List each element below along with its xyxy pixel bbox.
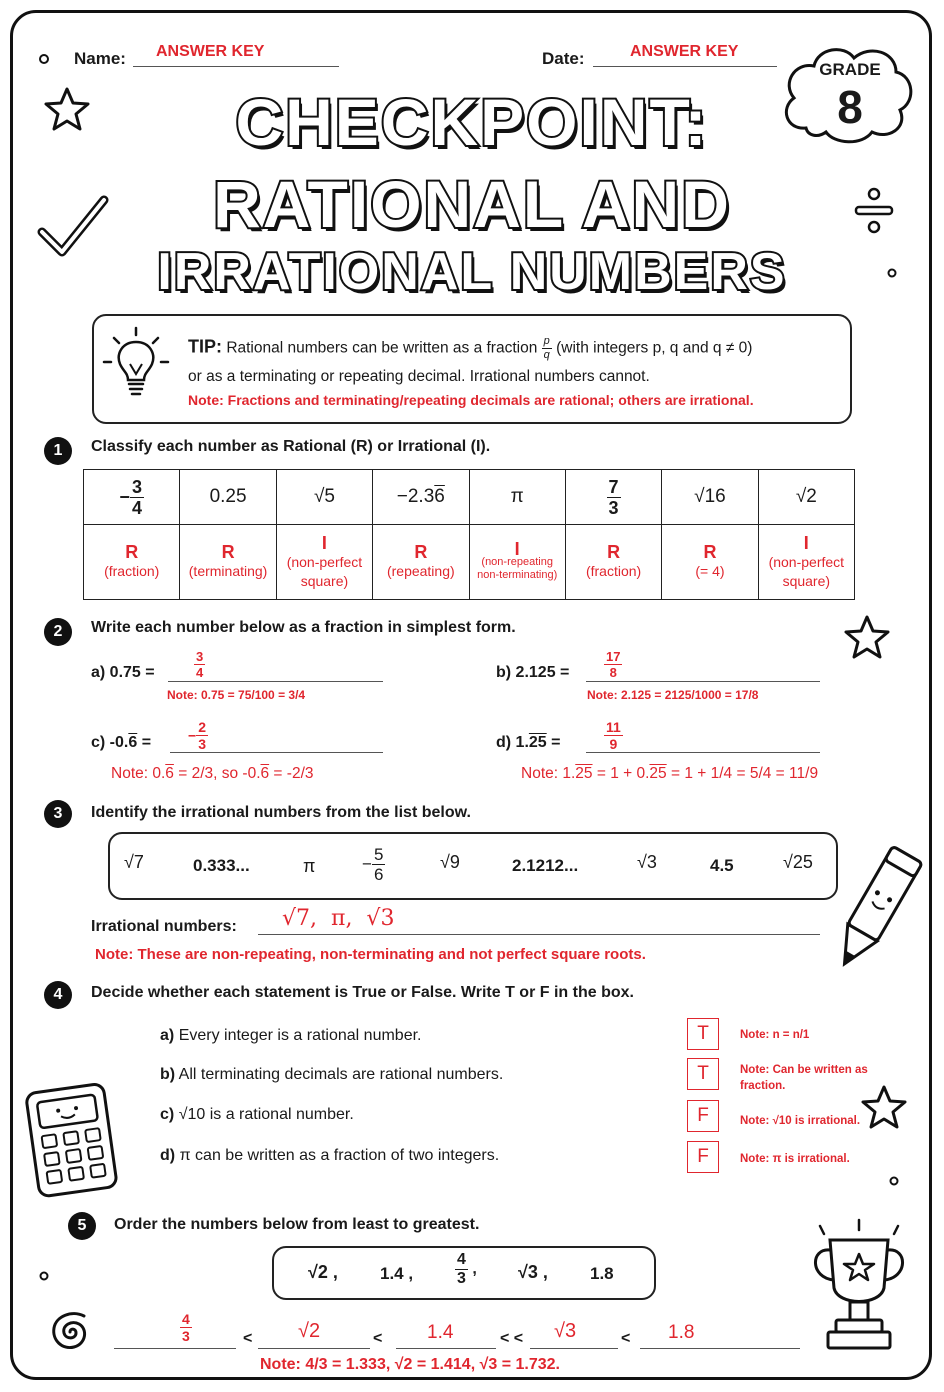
q2a-answer[interactable]: $\frac{3}{4}$ <box>196 649 204 680</box>
q1-cell-6: $\frac{7}{3}$ <box>565 470 661 525</box>
tip-label: TIP: <box>188 336 222 357</box>
q2a-label: a) 0.75 = <box>91 664 155 681</box>
q1-answer-2[interactable]: R (terminating) <box>180 525 276 600</box>
q5-sign-1: < <box>243 1330 253 1347</box>
question-1-prompt: Classify each number as Rational (R) or Irrational (I). <box>91 438 491 455</box>
q3-item-1: √7 <box>124 852 144 872</box>
q1-cell-5: π <box>469 470 565 525</box>
question-4-number: 4 <box>44 981 72 1009</box>
q2d-line <box>586 752 820 753</box>
q1-answer-6[interactable]: R (fraction) <box>565 525 661 600</box>
q3-item-4: − $\frac{5}{6}$ <box>362 845 384 884</box>
grade-value: 8 <box>837 81 863 133</box>
q3-item-8: 4.5 <box>710 856 734 875</box>
q4-statement-d: d) π can be written as a fraction of two integers. <box>160 1147 500 1164</box>
q2d-note: Note: 1.25 = 1 + 0.25 = 1 + 1/4 = 5/4 = 11/9 <box>521 765 819 782</box>
question-2-prompt: Write each number below as a fraction in simplest form. <box>91 619 516 636</box>
q2c-note: Note: 0.6 = 2/3, so -0.6 = -2/3 <box>111 765 314 782</box>
tip-text-1b: (with integers p, q and q ≠ 0) <box>556 339 753 357</box>
q4-note-d: Note: π is irrational. <box>740 1153 850 1165</box>
q2c-line <box>170 752 383 753</box>
classification-table <box>83 469 855 600</box>
q4-note-c: Note: √10 is irrational. <box>740 1115 861 1127</box>
spiral-icon <box>44 1306 96 1358</box>
q1-cell-8: √2 <box>758 470 854 525</box>
q1-cell-2: 0.25 <box>180 470 276 525</box>
q5-order-1[interactable]: $\frac{4}{3}$ <box>182 1311 190 1344</box>
q5-order-5[interactable]: 1.8 <box>668 1322 695 1343</box>
trophy-icon <box>800 1218 918 1362</box>
tip-note: Note: Fractions and terminating/repeating decimals are rational; others are irrational. <box>188 392 754 408</box>
lightbulb-icon <box>100 324 172 404</box>
q2b-answer[interactable]: $\frac{17}{8}$ <box>606 649 621 680</box>
name-value[interactable]: ANSWER KEY <box>156 43 265 60</box>
date-line <box>593 66 777 67</box>
date-label: Date: <box>542 49 585 68</box>
question-5-prompt: Order the numbers below from least to greatest. <box>114 1216 480 1233</box>
q2b-label: b) 2.125 = <box>496 664 570 681</box>
q4-statement-c: c) √10 is a rational number. <box>160 1106 354 1123</box>
tip-text-1: Rational numbers can be written as a fraction <box>226 339 538 357</box>
question-1-number: 1 <box>44 437 72 465</box>
tip-line-2: or as a terminating or repeating decimal. Irrational numbers cannot. <box>188 368 650 385</box>
q3-item-7: √3 <box>637 852 657 872</box>
q5-blank-4 <box>530 1348 618 1349</box>
q4-answer-box-a[interactable]: T <box>687 1018 719 1050</box>
q5-item-2: 1.4 , <box>380 1264 414 1283</box>
q3-item-9: √25 <box>783 852 813 872</box>
q5-blank-5 <box>640 1348 800 1349</box>
title-line-2: RATIONAL AND <box>213 167 731 241</box>
q1-answer-7[interactable]: R (= 4) <box>662 525 758 600</box>
q3-answer[interactable]: √7, π, √3 <box>282 906 395 931</box>
q5-item-4: √3 , <box>518 1262 548 1282</box>
grade-label: GRADE <box>819 60 881 79</box>
q5-item-3: $\frac{4}{3}$ , <box>457 1251 477 1287</box>
q3-item-2: 0.333... <box>193 856 250 875</box>
q5-note: Note: 4/3 = 1.333, √2 = 1.414, √3 = 1.732. <box>260 1356 560 1373</box>
q2b-line <box>586 681 820 682</box>
q4-note-a: Note: n = n/1 <box>740 1029 810 1041</box>
q5-order-4[interactable]: √3 <box>554 1320 577 1342</box>
tip-line-1 <box>188 336 752 361</box>
tip-fraction: $\frac{p}{q}$ <box>543 335 550 361</box>
q3-item-3: π <box>303 856 316 876</box>
q5-item-1: √2 , <box>308 1262 338 1282</box>
q4-answer-box-b[interactable]: T <box>687 1058 719 1090</box>
q5-sign-3: < < <box>500 1330 524 1347</box>
question-3-prompt: Identify the irrational numbers from the list below. <box>91 804 471 821</box>
title-line-1: CHECKPOINT: <box>235 85 709 159</box>
q1-cell-7: √16 <box>662 470 758 525</box>
q5-sign-2: < <box>373 1330 383 1347</box>
q3-note: Note: These are non-repeating, non-terminating and not perfect square roots. <box>95 946 646 963</box>
q3-item-5: √9 <box>440 852 460 872</box>
q4-note-b: Note: Can be written as fraction. <box>740 1064 868 1092</box>
q4-answer-box-c[interactable]: F <box>687 1100 719 1132</box>
star-icon <box>858 1084 910 1132</box>
q3-answer-label: Irrational numbers: <box>91 918 237 935</box>
q5-order-3[interactable]: 1.4 <box>427 1322 454 1343</box>
date-value[interactable]: ANSWER KEY <box>630 43 739 60</box>
q1-cell-4: −2.36 <box>373 470 469 525</box>
calculator-icon <box>22 1074 122 1200</box>
q2a-note: Note: 0.75 = 75/100 = 3/4 <box>167 688 306 702</box>
q3-answer-line <box>258 934 820 935</box>
q2c-label: c) -0.6 = <box>91 734 152 751</box>
q5-sign-4: < <box>621 1330 631 1347</box>
q5-order-2[interactable]: √2 <box>298 1320 321 1342</box>
q1-cell-3: √5 <box>276 470 372 525</box>
q2a-line <box>168 681 383 682</box>
q5-blank-1 <box>114 1348 236 1349</box>
q2d-label: d) 1.25 = <box>496 734 561 751</box>
name-label: Name: <box>74 49 126 68</box>
q5-blank-3 <box>396 1348 496 1349</box>
q3-item-6: 2.1212... <box>512 856 579 875</box>
q2d-answer[interactable]: $\frac{11}{9}$ <box>606 719 621 752</box>
q1-answer-8[interactable]: I (non-perfect square) <box>758 525 854 600</box>
q5-blank-2 <box>258 1348 370 1349</box>
question-4-prompt: Decide whether each statement is True or False. Write T or F in the box. <box>91 984 634 1001</box>
q4-statement-b: b) All terminating decimals are rational numbers. <box>160 1066 504 1083</box>
star-icon <box>842 614 892 662</box>
question-3-number: 3 <box>44 800 72 828</box>
q5-item-5: 1.8 <box>590 1264 614 1283</box>
q1-answer-5[interactable]: I (non-repeating non-terminating) <box>469 525 565 600</box>
name-line <box>133 66 339 67</box>
q2b-note: Note: 2.125 = 2125/1000 = 17/8 <box>587 688 759 702</box>
pencil-icon <box>820 836 930 986</box>
question-5-number: 5 <box>68 1212 96 1240</box>
question-2-number: 2 <box>44 618 72 646</box>
q1-answer-1[interactable]: R (fraction) <box>84 525 180 600</box>
q1-answer-4[interactable]: R (repeating) <box>373 525 469 600</box>
q2c-answer[interactable]: − $\frac{2}{3}$ <box>188 719 206 752</box>
q4-statement-a: a) Every integer is a rational number. <box>160 1027 422 1044</box>
q1-cell-1: − $\frac{3}{4}$ <box>84 470 180 525</box>
title-line-3: IRRATIONAL NUMBERS <box>157 243 787 301</box>
q1-answer-3[interactable]: I (non-perfect square) <box>276 525 372 600</box>
q4-answer-box-d[interactable]: F <box>687 1141 719 1173</box>
